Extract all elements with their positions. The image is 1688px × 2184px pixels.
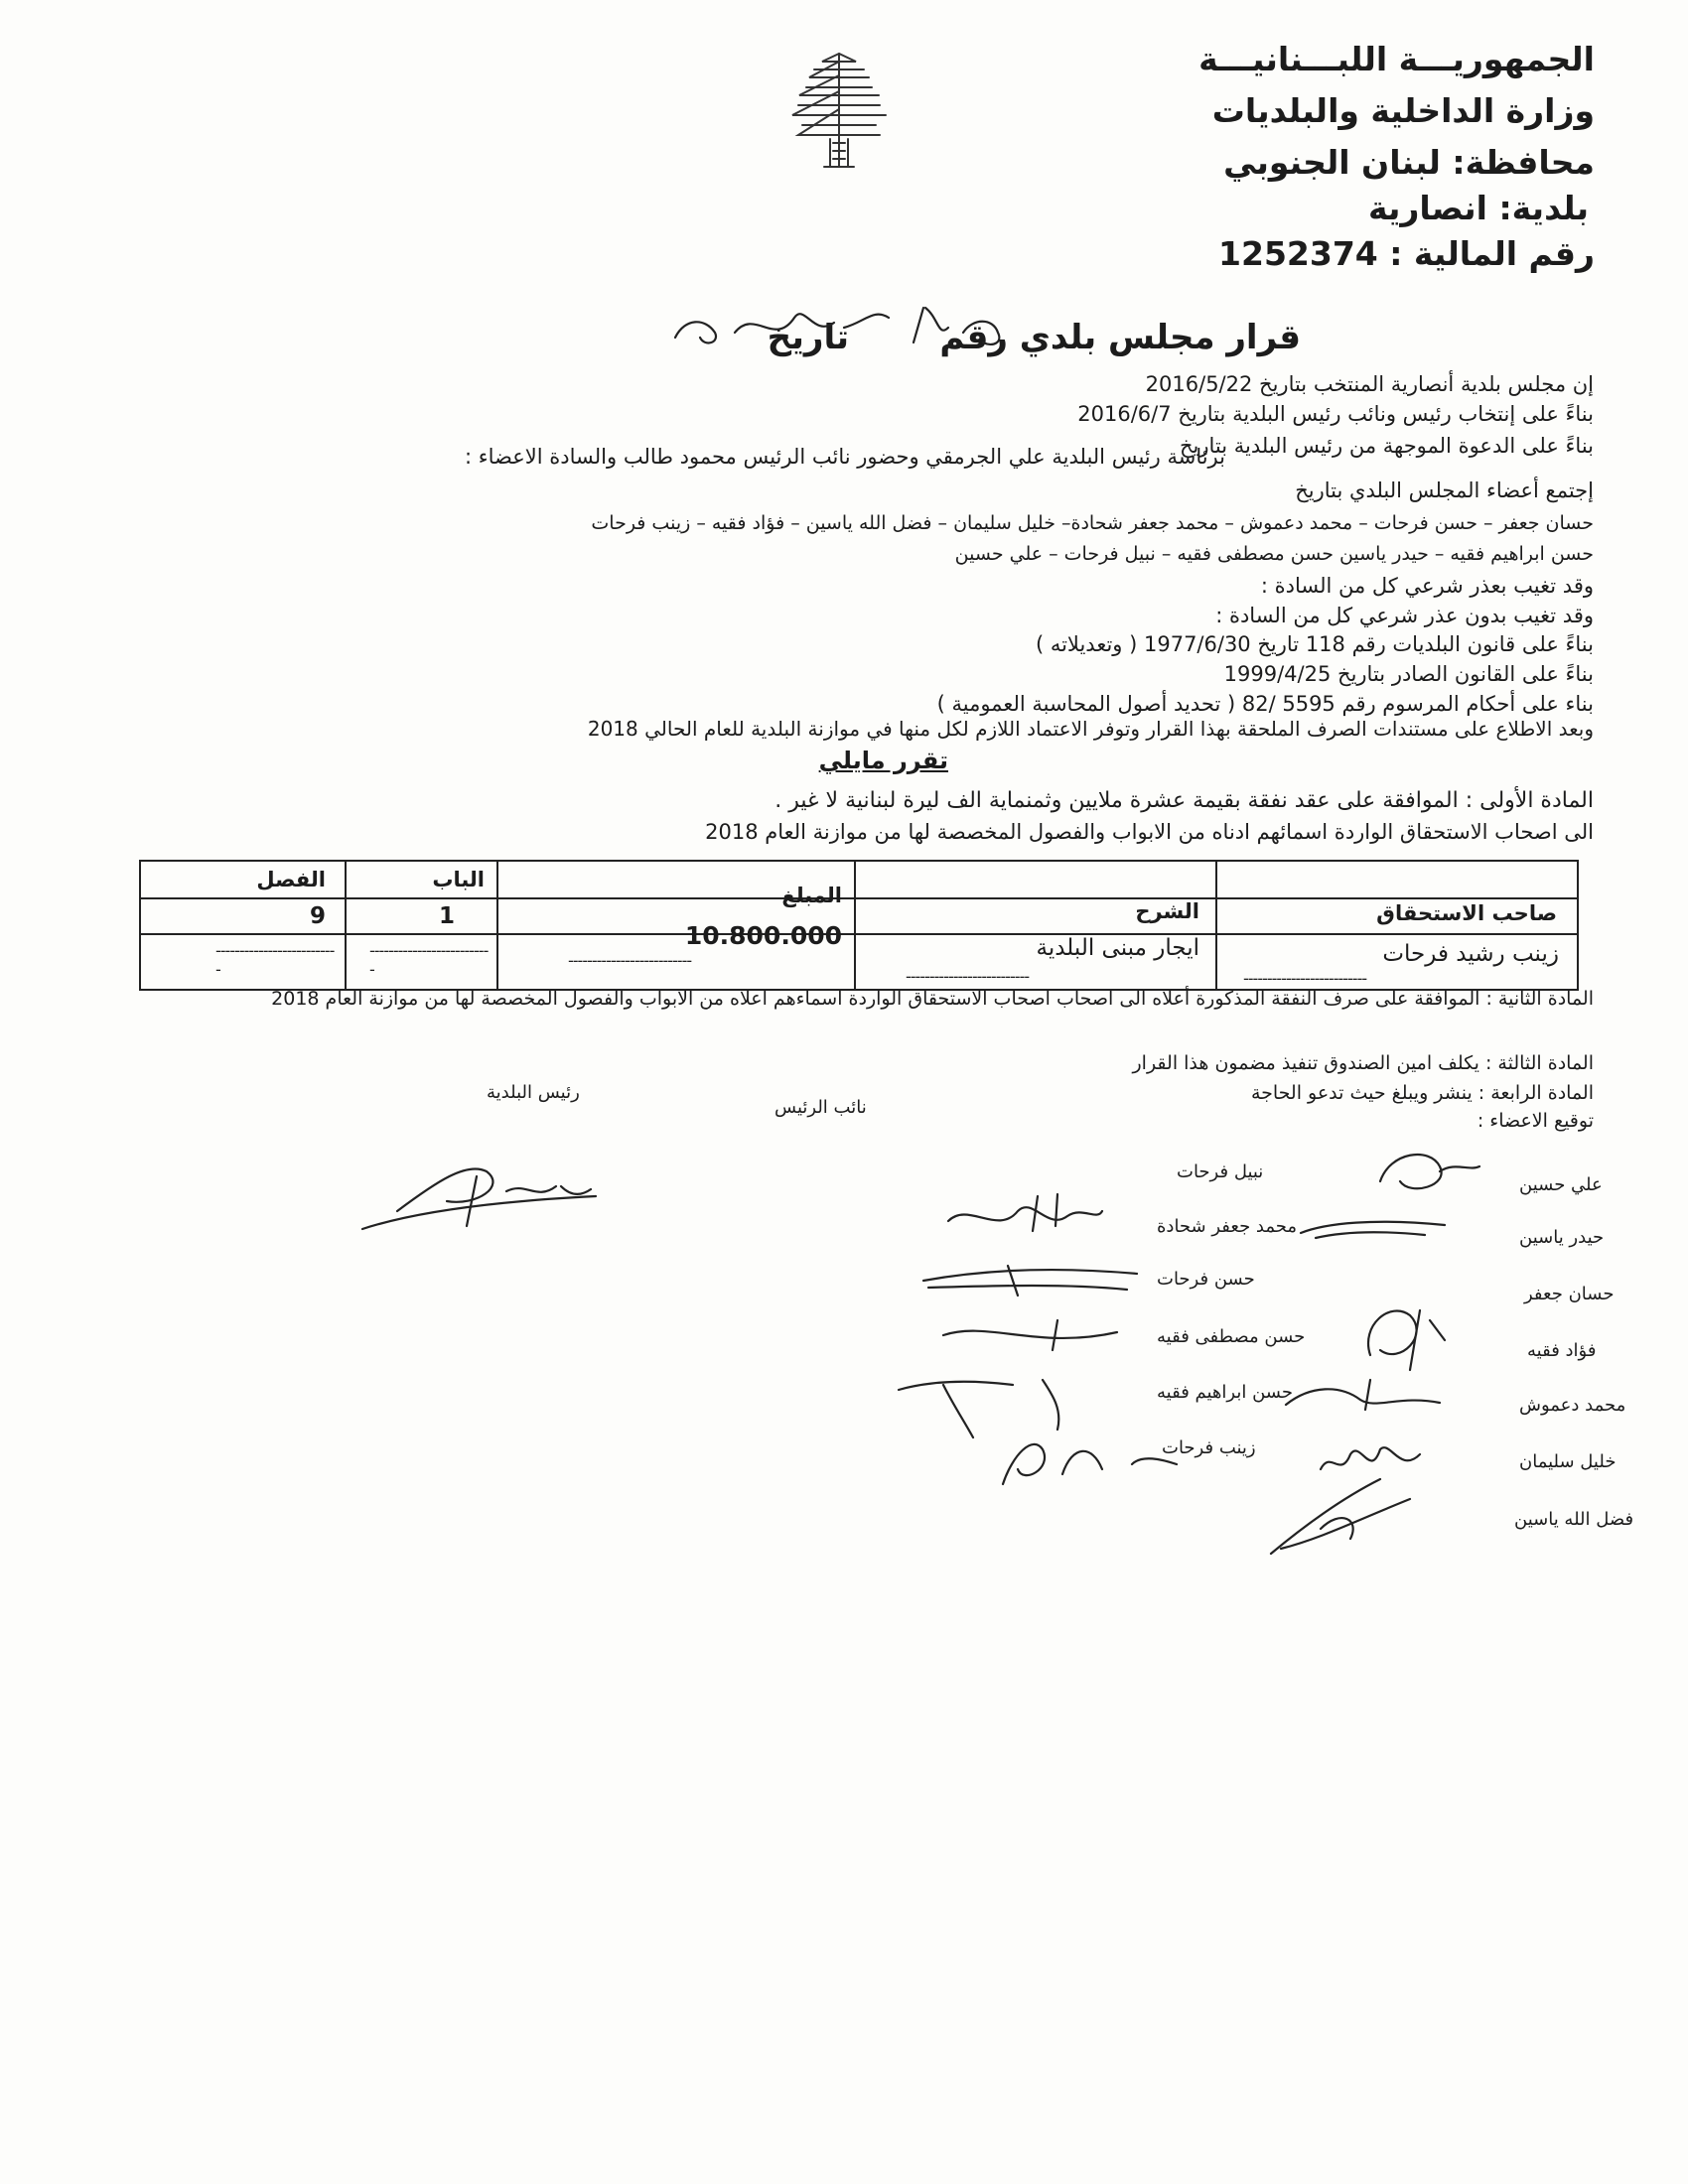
- president-label: رئيس البلدية: [487, 1082, 580, 1103]
- signature-hassan-mustafa-faqih: [938, 1310, 1127, 1360]
- member-name-right-3: حسان جعفر: [1524, 1284, 1615, 1304]
- body-line-presidency: برئاسة رئيس البلدية علي الجرمقي وحضور نائب الرئيس محمود طالب والسادة الاعضاء :: [465, 445, 1225, 469]
- body-line-meeting: إجتمع أعضاء المجلس البلدي بتاريخ: [1295, 478, 1594, 502]
- member-name-right-4: فؤاد فقيه: [1527, 1340, 1597, 1361]
- signature-mohammad-chehade: [938, 1186, 1107, 1246]
- article-2-text: المادة الثانية : الموافقة على صرف النفقة المذكورة أعلاه الى اصحاب اصحاب الاستحقاق الواردة اسماءهم اعلاه من الابواب والفصول المخصصة لها من موازنة العام 2018: [271, 988, 1594, 1010]
- signature-fouad-faqih: [1350, 1296, 1460, 1375]
- table-header-description: الشرح: [1135, 899, 1199, 923]
- body-line-unexcused: وقد تغيب بدون عذر شرعي كل من السادة :: [1215, 604, 1594, 627]
- table-header-beneficiary: صاحب الاستحقاق: [1376, 901, 1557, 925]
- header-republic: الجمهوريـــة اللبـــنانيـــة: [1198, 40, 1595, 78]
- member-name-right-1: علي حسين: [1519, 1174, 1603, 1195]
- body-line-law-1999: بناءً على القانون الصادر بتاريخ 1999/4/25: [1223, 662, 1594, 686]
- article-1-text: المادة الأولى : الموافقة على عقد نفقة بقيمة عشرة ملايين وثمنماية الف ليرة لبنانية لا غير .: [774, 788, 1594, 813]
- header-municipality: بلدية: انصارية: [1367, 189, 1589, 227]
- handwritten-number-date: [665, 288, 1072, 357]
- member-name-right-2: حيدر ياسين: [1519, 1227, 1605, 1248]
- article-3-text: المادة الثالثة : يكلف امين الصندوق تنفيذ مضمون هذا القرار: [1132, 1052, 1594, 1074]
- member-name-left-5: حسن ابراهيم فقيه: [1157, 1382, 1293, 1403]
- header-financial-number: رقم المالية : 1252374: [1218, 234, 1595, 273]
- decision-title-date-label: تاريخ: [767, 318, 849, 357]
- signature-hassan-farhat: [918, 1256, 1147, 1305]
- body-line-elected: إن مجلس بلدية أنصارية المنتخب بتاريخ 2016/5/22: [1145, 372, 1594, 396]
- body-line-excused: وقد تغيب بعذر شرعي كل من السادة :: [1260, 574, 1594, 598]
- members-sign-label: توقيع الاعضاء :: [1477, 1110, 1594, 1132]
- cedar-emblem-icon: [784, 48, 894, 175]
- member-name-left-6: زينب فرحات: [1162, 1437, 1256, 1458]
- decides-heading: تقرر مايلي: [818, 747, 948, 774]
- signature-fadlallah-yassine: [1261, 1469, 1440, 1564]
- member-name-left-3: حسن فرحات: [1157, 1269, 1255, 1290]
- body-line-law-118: بناءً على قانون البلديات رقم 118 تاريخ 1977/6/30 ( وتعديلاته ): [1035, 632, 1594, 656]
- table-row-amount: 10.800.000: [684, 921, 842, 950]
- decision-title: قرار مجلس بلدي رقم: [939, 318, 1301, 357]
- body-line-members-1: حسان جعفر – حسن فرحات – محمد دعموش – محمد جعفر شحادة– خليل سليمان – فضل الله ياسين – فؤاد فقيه – زينب فرحات: [591, 512, 1594, 534]
- body-line-members-2: حسن ابراهيم فقيه – حيدر ياسين حسن مصطفى فقيه – نبيل فرحات – علي حسين: [954, 543, 1594, 565]
- signature-nabil-farhat: [1370, 1142, 1489, 1206]
- signature-mohammad-damoush: [1281, 1365, 1450, 1425]
- signature-zeinab-farhat: [993, 1415, 1211, 1494]
- table-dashes-section: --------------------------: [215, 941, 335, 979]
- member-name-left-4: حسن مصطفى فقيه: [1157, 1326, 1306, 1347]
- body-line-decree: بناء على أحكام المرسوم رقم 5595 /82 ( تحديد أصول المحاسبة العمومية ): [936, 692, 1594, 716]
- table-dashes-description: --------------------------: [906, 967, 1030, 986]
- header-governorate: محافظة: لبنان الجنوبي: [1223, 143, 1595, 182]
- table-dashes-beneficiary: --------------------------: [1243, 969, 1367, 988]
- signature-haidar-yassine: [1296, 1203, 1455, 1253]
- member-name-left-1: نبيل فرحات: [1177, 1161, 1264, 1182]
- table-row-section: 9: [309, 903, 326, 929]
- body-line-documents: وبعد الاطلاع على مستندات الصرف الملحقة بهذا القرار وتوفر الاعتماد اللازم لكل منها في موازنة البلدية للعام الحالي 2018: [587, 717, 1594, 741]
- member-name-right-5: محمد دعموش: [1519, 1395, 1626, 1416]
- article-4-text: المادة الرابعة : ينشر ويبلغ حيث تدعو الحاجة: [1250, 1082, 1594, 1104]
- member-name-left-2: محمد جعفر شحادة: [1157, 1216, 1298, 1237]
- article-1-beneficiaries: الى اصحاب الاستحقاق الواردة اسمائهم ادناه من الابواب والفصول المخصصة لها من موازنة العام 2018: [705, 820, 1594, 844]
- body-line-election: بناءً على إنتخاب رئيس ونائب رئيس البلدية بتاريخ 2016/6/7: [1077, 402, 1594, 426]
- header-ministry: وزارة الداخلية والبلديات: [1211, 91, 1595, 130]
- vice-president-label: نائب الرئيس: [774, 1097, 867, 1118]
- table-row-description: ايجار مبنى البلدية: [1036, 935, 1199, 961]
- body-line-invitation: بناءً على الدعوة الموجهة من رئيس البلدية بتاريخ: [1179, 434, 1594, 458]
- table-row-chapter: 1: [438, 903, 455, 929]
- table-dashes-amount: --------------------------: [568, 951, 692, 970]
- table-dashes-chapter: --------------------------: [369, 941, 489, 979]
- table-header-amount: المبلغ: [781, 884, 842, 907]
- table-header-section: الفصل: [256, 868, 326, 891]
- table-row-beneficiary: زينب رشيد فرحات: [1382, 941, 1559, 967]
- signature-president: [357, 1142, 606, 1241]
- table-header-chapter: الباب: [432, 868, 485, 891]
- expense-table: [139, 860, 1579, 991]
- member-name-right-7: فضل الله ياسين: [1514, 1509, 1634, 1530]
- member-name-right-6: خليل سليمان: [1519, 1451, 1617, 1472]
